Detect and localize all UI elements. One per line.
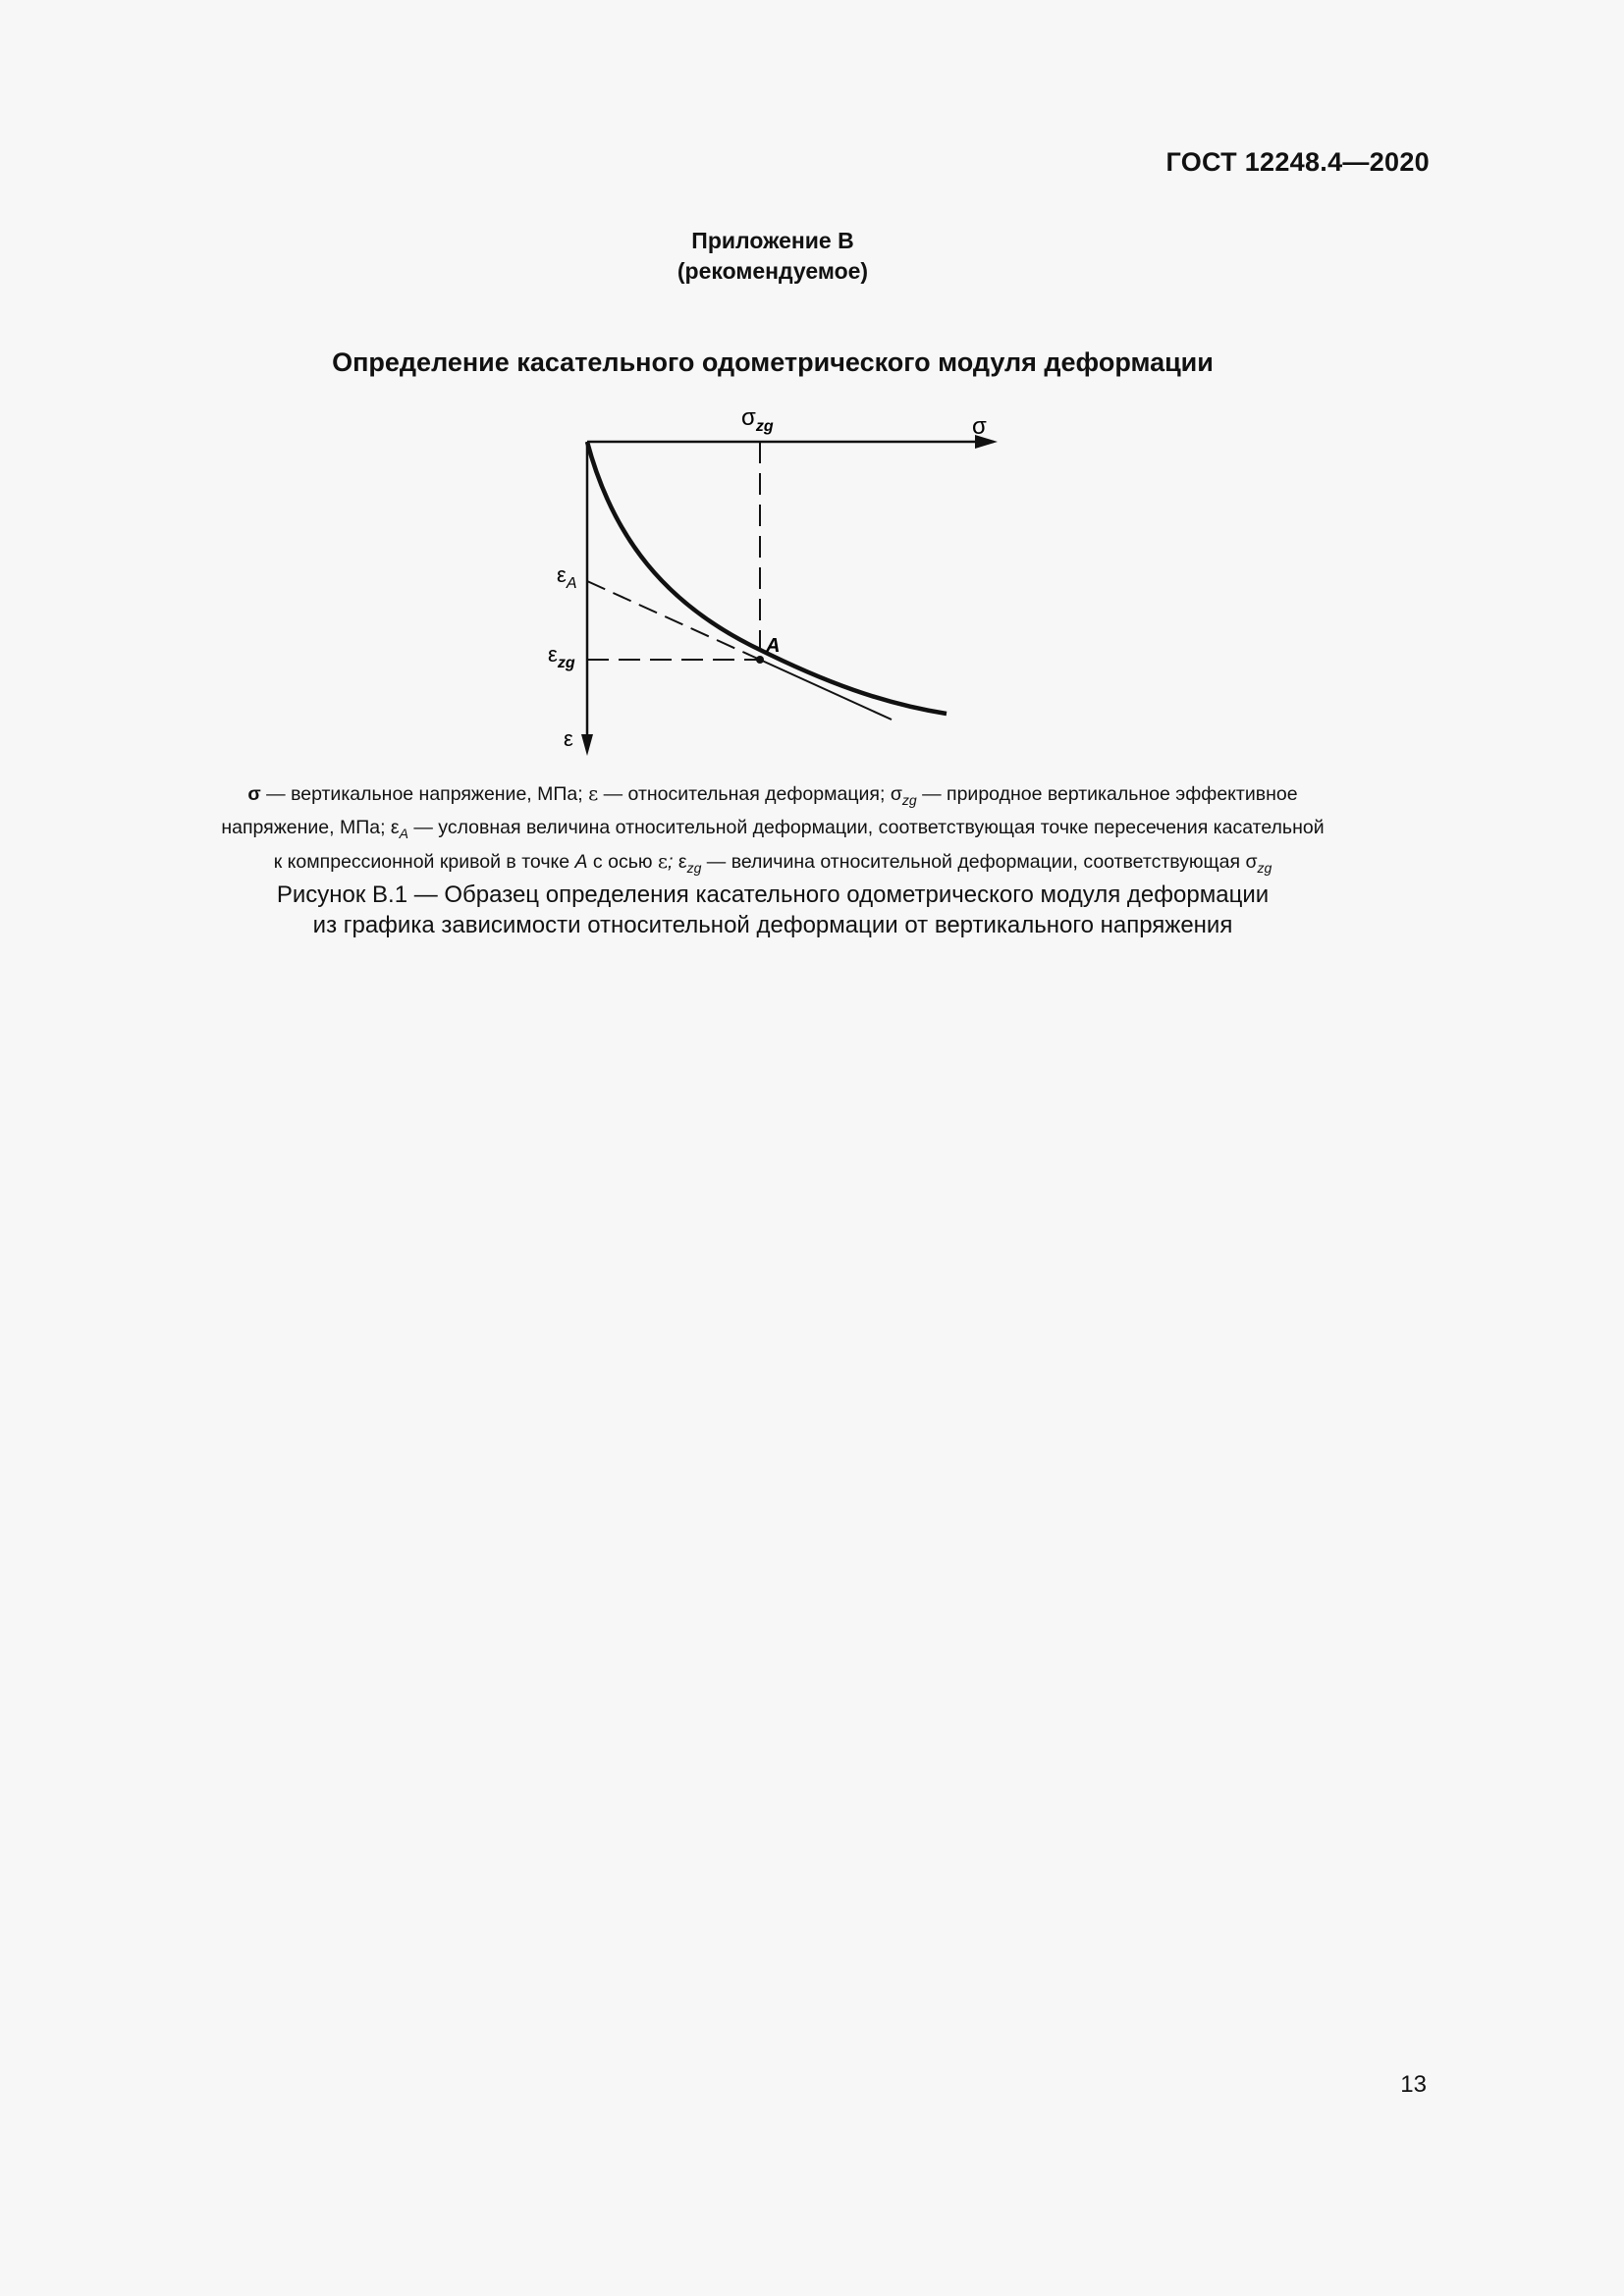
figure-caption bbox=[0, 880, 1545, 940]
point-A-marker bbox=[756, 656, 764, 664]
compression-curve-figure bbox=[530, 402, 1021, 766]
figure-legend bbox=[128, 780, 1418, 881]
legend-sigma-zg-symbol: σ bbox=[890, 783, 902, 805]
legend-text: напряжение, МПа; bbox=[221, 817, 391, 839]
legend-subscript: A bbox=[399, 826, 408, 842]
appendix-title: Приложение В bbox=[691, 228, 854, 253]
legend-text: — величина относительной деформации, соответствующая bbox=[701, 850, 1246, 873]
caption-line-2: из графика зависимости относительной деформации от вертикального напряжения bbox=[312, 912, 1233, 938]
legend-line-3 bbox=[128, 848, 1418, 881]
legend-subscript: zg bbox=[1257, 859, 1272, 876]
legend-epsilon-symbol: ε bbox=[588, 782, 599, 805]
legend-text: с осью bbox=[587, 850, 658, 873]
legend-subscript: zg bbox=[901, 791, 917, 808]
epsilon-zg-label: $\varepsilon_{zg}$ bbox=[548, 642, 575, 671]
tangent-line-solid bbox=[760, 660, 892, 720]
legend-text: — относительная деформация; bbox=[598, 783, 891, 805]
appendix-status: (рекомендуемое) bbox=[677, 258, 869, 284]
epsilon-A-label: $\varepsilon_A$ bbox=[557, 562, 577, 592]
legend-sigma-symbol: σ bbox=[247, 783, 261, 805]
sigma-axis-label: σ bbox=[972, 413, 987, 440]
legend-text: — условная величина относительной деформации, соответствующая точке пересечения касательной bbox=[407, 817, 1325, 839]
page-number: 13 bbox=[1400, 2071, 1427, 2098]
legend-epsilon-symbol: ε bbox=[657, 849, 669, 873]
appendix-heading bbox=[0, 226, 1545, 287]
legend-epsilon-zg-symbol: ε bbox=[677, 850, 687, 873]
epsilon-axis-label: ε bbox=[564, 726, 573, 751]
legend-point-A: A bbox=[574, 850, 588, 873]
legend-text: ; bbox=[668, 850, 678, 873]
epsilon-axis-arrow bbox=[581, 734, 593, 756]
legend-sigma-zg-symbol: σ bbox=[1245, 850, 1258, 873]
legend-line-1 bbox=[128, 780, 1418, 814]
caption-line-1: Рисунок В.1 — Образец определения касательного одометрического модуля деформации bbox=[276, 881, 1270, 908]
section-title: Определение касательного одометрического модуля деформации bbox=[332, 347, 1214, 377]
standard-number: ГОСТ 12248.4—2020 bbox=[1165, 147, 1430, 177]
legend-line-2 bbox=[128, 814, 1418, 847]
sigma-zg-label: $\sigma_{zg}$ bbox=[741, 404, 774, 435]
legend-epsilon-A-symbol: ε bbox=[390, 817, 400, 839]
point-A-label: A bbox=[766, 635, 781, 657]
legend-text: — вертикальное напряжение, МПа; bbox=[260, 783, 589, 805]
compression-curve bbox=[587, 442, 947, 714]
legend-text: к компрессионной кривой в точке bbox=[273, 850, 575, 873]
legend-subscript: zg bbox=[686, 859, 702, 876]
legend-text: — природное вертикальное эффективное bbox=[916, 783, 1298, 805]
